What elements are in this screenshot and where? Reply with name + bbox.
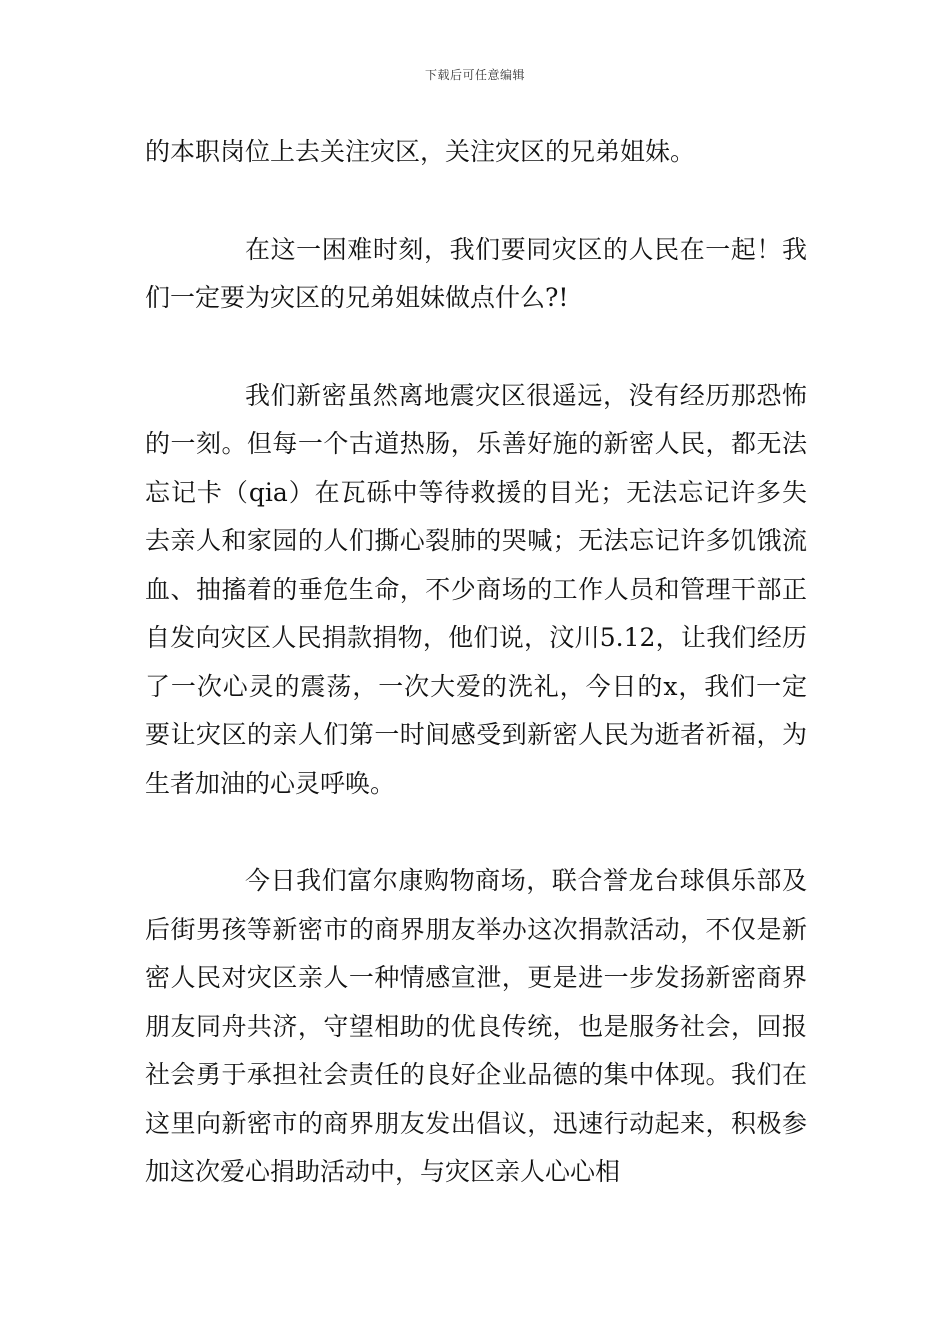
- paragraph-gap: [145, 323, 807, 372]
- header-note: 下载后可任意编辑: [424, 68, 525, 82]
- paragraph-gap: [145, 808, 807, 857]
- paragraph-2: 在这一困难时刻，我们要同灾区的人民在一起！我们一定要为灾区的兄弟姐妹做点什么?!: [145, 234, 807, 312]
- paragraph-3: 我们新密虽然离地震灾区很遥远，没有经历那恐怖的一刻。但每一个古道热肠，乐善好施的新密人民，都无法忘记卡（qia）在瓦砾中等待救援的目光；无法忘记许多失去亲人和家园的人们撕心裂肺的哭喊；无法忘记许多饥饿流血、抽搐着的垂危生命，不少商场的工作人员和管理干部正自发向灾区人民捐款捐物，他们说，汶川5.12，让我们经历了一次心灵的震荡，一次大爱的洗礼，今日的x，我们一定要让灾区的亲人们第一时间感受到新密人民为逝者祈福，为生者加油的心灵呼唤。: [145, 380, 807, 798]
- paragraph-gap: [145, 177, 807, 226]
- paragraph-1: 的本职岗位上去关注灾区，关注灾区的兄弟姐妹。: [145, 137, 696, 166]
- paragraph-4: 今日我们富尔康购物商场，联合誉龙台球俱乐部及后街男孩等新密市的商界朋友举办这次捐款活动，不仅是新密人民对灾区亲人一种情感宣泄，更是进一步发扬新密商界朋友同舟共济，守望相助的优良传统，也是服务社会，回报社会勇于承担社会责任的良好企业品德的集中体现。我们在这里向新密市的商界朋友发出倡议，迅速行动起来，积极参加这次爱心捐助活动中，与灾区亲人心心相: [145, 866, 807, 1186]
- document-body: [145, 128, 807, 1197]
